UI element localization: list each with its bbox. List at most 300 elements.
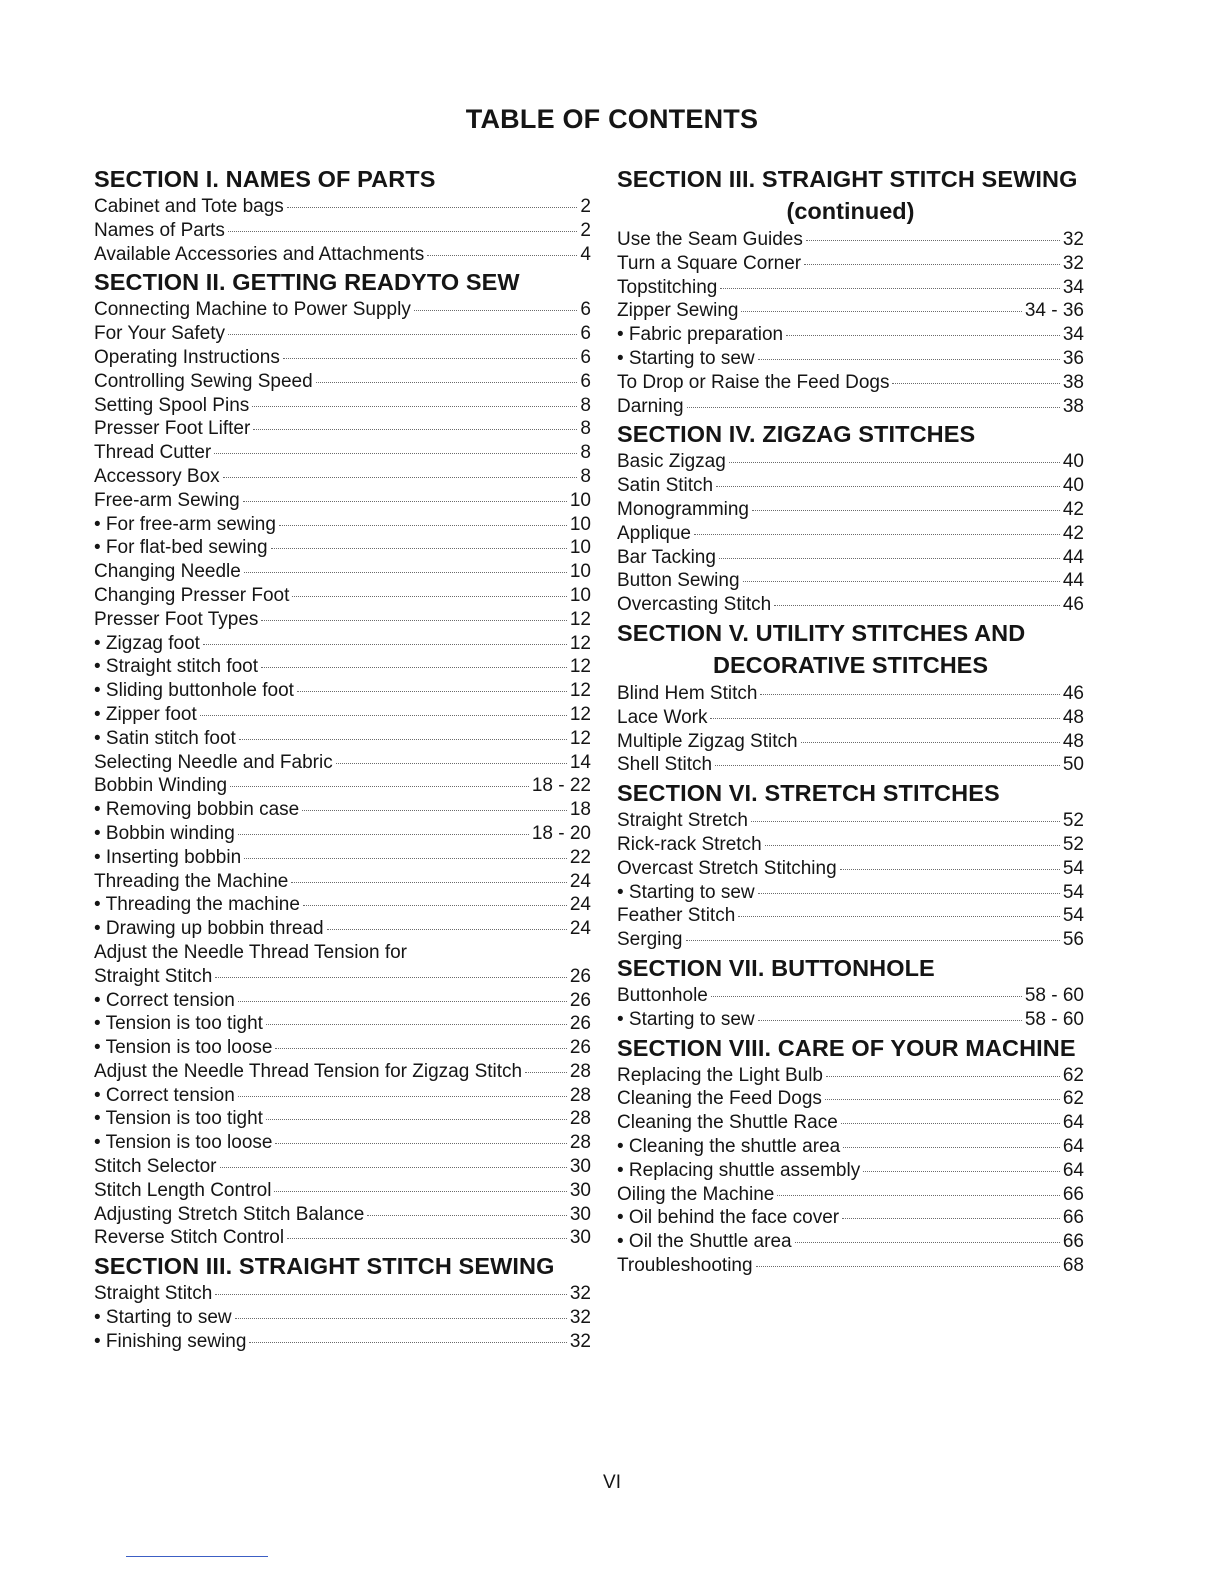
toc-entry (94, 417, 591, 441)
toc-entry-label: • Tension is too loose (94, 1037, 273, 1059)
toc-entry-page: 30 (569, 1227, 591, 1249)
dot-leader (336, 763, 567, 764)
toc-entry-page: 48 (1062, 706, 1084, 728)
toc-entry-label: Satin Stitch (617, 475, 714, 497)
toc-entry-page: 4 (580, 243, 591, 265)
dot-leader (266, 1119, 567, 1120)
toc-entry-page: 38 (1062, 395, 1084, 417)
toc-entry-label: Monogramming (617, 498, 749, 520)
toc-entry-label: Accessory Box (94, 465, 220, 487)
dot-leader (687, 407, 1060, 408)
toc-entry-label: For Your Safety (94, 323, 225, 345)
toc-entry-page: 54 (1062, 905, 1084, 927)
dot-leader (275, 1048, 566, 1049)
toc-entry-label: Feather Stitch (617, 905, 736, 927)
toc-entry (94, 846, 591, 870)
dot-leader (427, 255, 577, 256)
toc-entry-page: 12 (569, 632, 591, 654)
section-heading: SECTION III. STRAIGHT STITCH SEWING (94, 1253, 555, 1280)
toc-entry-label: • Cleaning the shuttle area (617, 1135, 841, 1157)
toc-entry-label: • Inserting bobbin (94, 846, 242, 868)
toc-entry-label: • Threading the machine (94, 894, 300, 916)
toc-entry (94, 584, 591, 608)
toc-entry (617, 984, 1084, 1008)
toc-entry-label: Multiple Zigzag Stitch (617, 730, 798, 752)
toc-entry-label: Buttonhole (617, 984, 708, 1006)
toc-entry-label: Operating Instructions (94, 346, 280, 368)
toc-entry (617, 593, 1084, 617)
toc-entry-page: 8 (580, 418, 591, 440)
toc-entry (94, 1226, 591, 1250)
toc-entry (94, 1036, 591, 1060)
toc-entry (94, 195, 591, 219)
toc-entry-label: Troubleshooting (617, 1254, 753, 1276)
dot-leader (840, 869, 1060, 870)
toc-entry-text: Adjust the Needle Thread Tension for (94, 941, 407, 963)
toc-entry (94, 655, 591, 679)
toc-entry-page: 18 - 22 (531, 775, 591, 797)
toc-entry-label: Reverse Stitch Control (94, 1227, 285, 1249)
toc-entry (617, 347, 1084, 371)
toc-entry (617, 276, 1084, 300)
toc-entry (617, 450, 1084, 474)
section-heading-continued: (continued) (786, 198, 915, 224)
dot-leader (261, 620, 566, 621)
toc-entry (617, 730, 1084, 754)
toc-entry-page: 38 (1062, 371, 1084, 393)
toc-entry-label: • Oil behind the face cover (617, 1207, 840, 1229)
toc-entry-label: Basic Zigzag (617, 451, 726, 473)
dot-leader (774, 605, 1060, 606)
toc-entry-page: 8 (580, 442, 591, 464)
toc-entry-label: • Correct tension (94, 1084, 235, 1106)
toc-entry (94, 394, 591, 418)
toc-entry (617, 706, 1084, 730)
toc-entry (617, 395, 1084, 419)
toc-entry (617, 1087, 1084, 1111)
section-heading: SECTION I. NAMES OF PARTS (94, 166, 436, 192)
dot-leader (758, 359, 1060, 360)
toc-entry (94, 1282, 591, 1306)
dot-leader (756, 1266, 1060, 1267)
toc-entry (617, 1206, 1084, 1230)
dot-leader (777, 1195, 1059, 1196)
toc-entry (617, 252, 1084, 276)
toc-entry (94, 798, 591, 822)
toc-entry-page: 42 (1062, 498, 1084, 520)
toc-entry (617, 809, 1084, 833)
toc-entry (94, 1155, 591, 1179)
dot-leader (279, 525, 567, 526)
dot-leader (743, 581, 1060, 582)
toc-entry-label: Presser Foot Lifter (94, 418, 251, 440)
toc-entry-label: Serging (617, 929, 683, 951)
toc-entry-page: 26 (569, 1037, 591, 1059)
dot-leader (367, 1215, 566, 1216)
toc-entry (617, 682, 1084, 706)
toc-entry-page: 66 (1062, 1231, 1084, 1253)
dot-leader (801, 742, 1060, 743)
toc-entry-page: 2 (580, 219, 591, 241)
toc-entry-label: Adjust the Needle Thread Tension for Zigzag Stitch (94, 1060, 523, 1082)
toc-entry-page: 32 (1062, 229, 1084, 250)
toc-entry (617, 1064, 1084, 1088)
dot-leader (720, 288, 1060, 289)
toc-entry-page: 12 (569, 703, 591, 725)
toc-entry-label: Overcasting Stitch (617, 594, 772, 616)
toc-entry-label: Presser Foot Types (94, 608, 259, 630)
dot-leader (758, 1020, 1022, 1021)
toc-entry-label: • Tension is too tight (94, 1013, 263, 1035)
toc-entry (94, 1203, 591, 1227)
toc-entry (94, 489, 591, 513)
toc-entry (617, 1183, 1084, 1207)
dot-leader (842, 1218, 1060, 1219)
toc-entry-label: • Starting to sew (617, 347, 755, 369)
dot-leader (228, 231, 577, 232)
dot-leader (261, 667, 567, 668)
toc-entry-label: Use the Seam Guides (617, 229, 803, 250)
footer-rule (126, 1556, 268, 1557)
toc-entry (617, 228, 1084, 252)
dot-leader (863, 1171, 1060, 1172)
toc-entry (617, 546, 1084, 570)
toc-entry-page: 10 (569, 584, 591, 606)
dot-leader (760, 694, 1059, 695)
dot-leader (316, 382, 578, 383)
toc-entry (94, 219, 591, 243)
dot-leader (806, 240, 1060, 241)
dot-leader (804, 264, 1060, 265)
toc-entry-page: 30 (569, 1203, 591, 1225)
toc-entry (94, 513, 591, 537)
toc-entry-label: Topstitching (617, 276, 718, 298)
dot-leader (297, 691, 567, 692)
toc-entry-page: 10 (569, 561, 591, 583)
toc-entry-page: 18 - 20 (531, 822, 591, 844)
dot-leader (752, 510, 1060, 511)
toc-entry (617, 1254, 1084, 1278)
toc-entry-label: Shell Stitch (617, 754, 713, 776)
dot-leader (892, 383, 1059, 384)
toc-entry-page: 36 (1062, 347, 1084, 369)
toc-entry-label: Adjusting Stretch Stitch Balance (94, 1203, 365, 1225)
dot-leader (230, 786, 529, 787)
toc-entry-page: 10 (569, 513, 591, 535)
toc-entry-page: 10 (569, 489, 591, 511)
toc-entry-label: • Starting to sew (617, 1008, 755, 1030)
dot-leader (249, 1342, 566, 1343)
toc-entry-page: 56 (1062, 929, 1084, 951)
toc-entry-page: 62 (1062, 1088, 1084, 1110)
dot-leader (758, 893, 1060, 894)
dot-leader (238, 1096, 567, 1097)
toc-entry-page: 14 (569, 751, 591, 773)
toc-entry-label: • Zigzag foot (94, 632, 200, 654)
dot-leader (287, 1238, 567, 1239)
toc-entry-label: • Starting to sew (94, 1307, 232, 1329)
dot-leader (275, 1143, 566, 1144)
dot-leader (287, 207, 578, 208)
dot-leader (841, 1123, 1060, 1124)
toc-entry-label: • Zipper foot (94, 703, 197, 725)
toc-entry-page: 68 (1062, 1254, 1084, 1276)
dot-leader (214, 453, 577, 454)
section-heading: SECTION IV. ZIGZAG STITCHES (617, 421, 976, 448)
toc-entry (617, 928, 1084, 952)
toc-entry (617, 323, 1084, 347)
toc-entry-page: 6 (580, 346, 591, 368)
toc-entry-page: 32 (569, 1283, 591, 1305)
toc-entry (94, 989, 591, 1013)
toc-entry-page: 46 (1062, 682, 1084, 704)
toc-entry-page: 54 (1062, 881, 1084, 903)
toc-entry (617, 881, 1084, 905)
toc-entry-page: 58 - 60 (1024, 1008, 1084, 1030)
toc-entry-label: • Straight stitch foot (94, 656, 259, 678)
toc-entry-page: 2 (580, 196, 591, 217)
dot-leader (765, 845, 1060, 846)
toc-entry (617, 1135, 1084, 1159)
dot-leader (786, 335, 1060, 336)
dot-leader (710, 718, 1059, 719)
toc-entry-label: • Finishing sewing (94, 1330, 247, 1352)
toc-entry-label: • Sliding buttonhole foot (94, 680, 294, 702)
dot-leader (243, 501, 567, 502)
toc-entry (617, 753, 1084, 777)
toc-entry-page: 66 (1062, 1207, 1084, 1229)
toc-entry-page: 40 (1062, 475, 1084, 497)
toc-entry (94, 346, 591, 370)
toc-entry-label: Changing Needle (94, 561, 241, 583)
dot-leader (215, 977, 567, 978)
toc-entry-page: 28 (569, 1108, 591, 1130)
toc-entry-label: • Replacing shuttle assembly (617, 1159, 861, 1181)
toc-entry (94, 703, 591, 727)
toc-entry (617, 1008, 1084, 1032)
toc-entry-page: 48 (1062, 730, 1084, 752)
dot-leader (274, 1191, 566, 1192)
toc-entry (94, 893, 591, 917)
toc-entry-page: 30 (569, 1156, 591, 1178)
toc-entry (617, 1111, 1084, 1135)
toc-entry-page: 34 (1062, 276, 1084, 298)
toc-entry (94, 751, 591, 775)
toc-entry-page: 24 (569, 870, 591, 892)
toc-entry-label: Overcast Stretch Stitching (617, 857, 837, 879)
dot-leader (235, 1318, 567, 1319)
toc-entry-label: Setting Spool Pins (94, 394, 250, 416)
toc-entry-label: Bobbin Winding (94, 775, 228, 797)
toc-entry (617, 299, 1084, 323)
dot-leader (244, 858, 567, 859)
toc-entry-page: 24 (569, 894, 591, 916)
toc-entry (94, 322, 591, 346)
toc-entry-page: 52 (1062, 810, 1084, 832)
toc-entry-label: Button Sewing (617, 570, 740, 592)
toc-entry-label: • Fabric preparation (617, 324, 784, 346)
toc-entry (617, 904, 1084, 928)
toc-entry (617, 498, 1084, 522)
toc-entry-page: 26 (569, 1013, 591, 1035)
toc-entry-label: Names of Parts (94, 219, 225, 241)
toc-entry-label: • Tension is too tight (94, 1108, 263, 1130)
dot-leader (525, 1072, 567, 1073)
toc-entry (617, 833, 1084, 857)
dot-leader (292, 596, 566, 597)
toc-entry-page: 32 (569, 1330, 591, 1352)
toc-entry-page: 50 (1062, 754, 1084, 776)
toc-entry-label: • For free-arm sewing (94, 513, 276, 535)
dot-leader (686, 940, 1060, 941)
page-title: TABLE OF CONTENTS (465, 104, 759, 134)
toc-right-column (617, 163, 1084, 1278)
toc-entry-page: 12 (569, 608, 591, 630)
toc-entry (94, 608, 591, 632)
toc-entry-page: 8 (580, 394, 591, 416)
toc-entry-label: Rick-rack Stretch (617, 833, 762, 855)
toc-entry (617, 1230, 1084, 1254)
dot-leader (228, 334, 577, 335)
toc-entry-page: 28 (569, 1084, 591, 1106)
toc-entry-page: 58 - 60 (1024, 984, 1084, 1006)
toc-entry (94, 774, 591, 798)
toc-entry (94, 727, 591, 751)
toc-entry-label: Stitch Selector (94, 1156, 217, 1178)
toc-entry-label: • Oil the Shuttle area (617, 1231, 792, 1253)
page-number: VI (603, 1472, 621, 1493)
toc-entry (94, 536, 591, 560)
toc-entry (617, 371, 1084, 395)
dot-leader (719, 558, 1060, 559)
toc-entry-label: Darning (617, 395, 684, 417)
toc-entry-page: 64 (1062, 1112, 1084, 1134)
toc-entry-label: Cleaning the Shuttle Race (617, 1112, 838, 1134)
toc-entry (94, 1330, 591, 1354)
toc-entry-page: 12 (569, 680, 591, 702)
toc-entry-label: Blind Hem Stitch (617, 682, 758, 704)
toc-entry-page: 66 (1062, 1183, 1084, 1205)
toc-entry-page: 12 (569, 727, 591, 749)
toc-entry-label: Stitch Length Control (94, 1179, 272, 1201)
toc-entry (94, 870, 591, 894)
toc-entry (94, 917, 591, 941)
toc-entry-page: 32 (569, 1307, 591, 1329)
dot-leader (291, 882, 567, 883)
toc-entry-label: • Satin stitch foot (94, 727, 236, 749)
dot-leader (238, 834, 529, 835)
toc-entry-label: Turn a Square Corner (617, 252, 802, 274)
dot-leader (715, 765, 1060, 766)
toc-entry-page: 64 (1062, 1135, 1084, 1157)
toc-entry (94, 1306, 591, 1330)
toc-entry-page: 6 (580, 323, 591, 345)
toc-entry (94, 370, 591, 394)
toc-entry-label: Straight Stitch (94, 1283, 213, 1305)
toc-entry (94, 1179, 591, 1203)
toc-entry (617, 857, 1084, 881)
toc-entry (94, 560, 591, 584)
dot-leader (253, 429, 577, 430)
dot-leader (716, 486, 1060, 487)
section-heading: SECTION III. STRAIGHT STITCH SEWING (617, 166, 1078, 192)
dot-leader (266, 1024, 567, 1025)
toc-entry (94, 298, 591, 322)
toc-entry (617, 522, 1084, 546)
toc-entry (617, 569, 1084, 593)
dot-leader (203, 644, 567, 645)
toc-entry-page: 64 (1062, 1159, 1084, 1181)
dot-leader (795, 1242, 1060, 1243)
toc-entry-label: Cleaning the Feed Dogs (617, 1088, 822, 1110)
toc-entry-page: 24 (569, 918, 591, 940)
toc-entry-page: 10 (569, 537, 591, 559)
toc-entry-page: 40 (1062, 451, 1084, 473)
toc-entry-page: 12 (569, 656, 591, 678)
toc-entry-label: Cabinet and Tote bags (94, 196, 284, 217)
toc-entry-page: 18 (569, 799, 591, 821)
toc-entry-page: 22 (569, 846, 591, 868)
dot-leader (738, 916, 1060, 917)
toc-entry (94, 822, 591, 846)
toc-entry-label: Applique (617, 522, 691, 544)
toc-entry-label: • Tension is too loose (94, 1132, 273, 1154)
toc-entry (94, 1107, 591, 1131)
toc-entry (94, 441, 591, 465)
toc-entry-page: 44 (1062, 546, 1084, 568)
toc-entry-label: • Drawing up bobbin thread (94, 918, 324, 940)
section-heading: SECTION VIII. CARE OF YOUR MACHINE (617, 1034, 1076, 1061)
section-heading-continued: DECORATIVE STITCHES (712, 651, 989, 678)
toc-entry-page: 28 (569, 1060, 591, 1082)
toc-entry (94, 965, 591, 989)
toc-entry-label: Bar Tacking (617, 546, 716, 568)
dot-leader (220, 1167, 567, 1168)
toc-entry-label: Thread Cutter (94, 442, 212, 464)
toc-entry-page: 6 (580, 370, 591, 392)
toc-entry-label: • Bobbin winding (94, 822, 235, 844)
dot-leader (244, 572, 567, 573)
dot-leader (215, 1294, 567, 1295)
toc-entry-label: Controlling Sewing Speed (94, 370, 313, 392)
toc-entry (94, 1131, 591, 1155)
dot-leader (200, 715, 567, 716)
toc-entry-label: Selecting Needle and Fabric (94, 751, 333, 773)
toc-entry-page: 32 (1062, 252, 1084, 274)
dot-leader (843, 1147, 1060, 1148)
dot-leader (223, 477, 578, 478)
dot-leader (283, 358, 578, 359)
toc-entry-page: 34 - 36 (1024, 300, 1084, 322)
toc-entry-page: 52 (1062, 833, 1084, 855)
dot-leader (239, 739, 567, 740)
dot-leader (302, 810, 567, 811)
dot-leader (751, 821, 1060, 822)
toc-entry (94, 243, 591, 267)
toc-left-column (94, 163, 591, 1354)
toc-entry-page: 54 (1062, 857, 1084, 879)
dot-leader (271, 548, 567, 549)
toc-entry-page: 26 (569, 989, 591, 1011)
toc-entry (617, 474, 1084, 498)
toc-entry-label: To Drop or Raise the Feed Dogs (617, 371, 890, 393)
toc-entry (94, 632, 591, 656)
dot-leader (694, 534, 1060, 535)
dot-leader (825, 1099, 1060, 1100)
toc-entry (94, 465, 591, 489)
toc-entry-label: Threading the Machine (94, 870, 289, 892)
dot-leader (741, 311, 1021, 312)
